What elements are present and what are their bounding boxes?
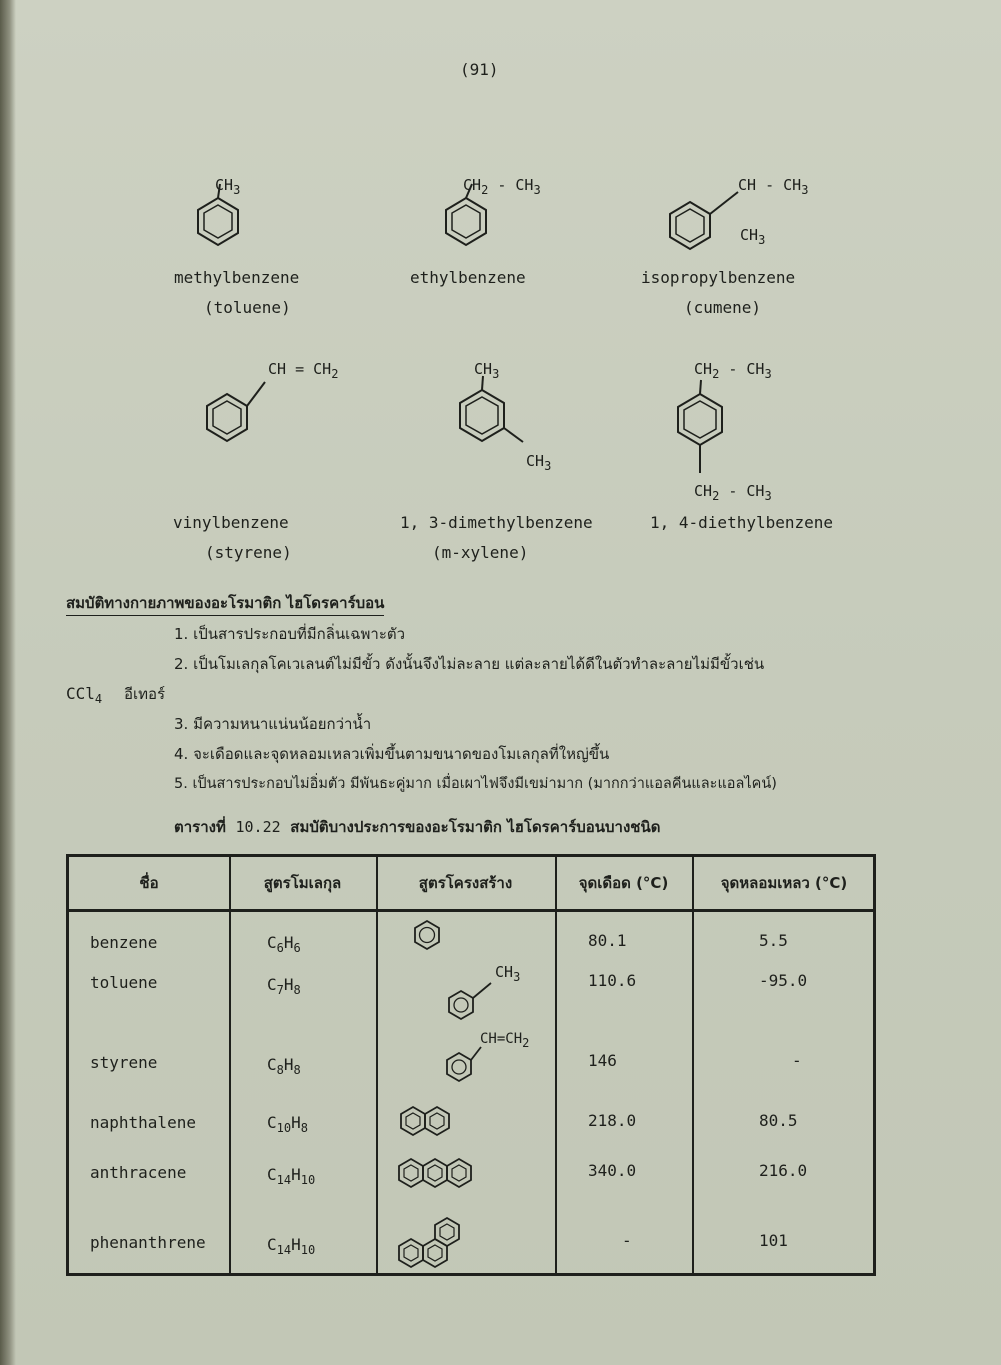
compound-name: vinylbenzene — [173, 513, 289, 532]
row-boiling-point: 146 — [588, 1051, 617, 1070]
row-name: naphthalene — [90, 1113, 196, 1132]
cumene-structure — [660, 180, 750, 260]
properties-table — [66, 854, 876, 1276]
row-formula: $C_8H_8$ — [267, 1055, 301, 1077]
row-melting-point: 216.0 — [759, 1161, 808, 1180]
header-name: ชื่อ — [139, 874, 159, 892]
row-melting-point: - — [792, 1051, 802, 1070]
m-xylene-top-label: $CH_3$ — [474, 360, 500, 381]
header-divider — [69, 909, 873, 912]
ccl4-label: CCl$_4$ — [66, 684, 103, 706]
compound-common-name: (styrene) — [205, 543, 292, 562]
row-formula: $C_{14}H_{10}$ — [267, 1165, 316, 1187]
row-name: anthracene — [90, 1163, 187, 1182]
m-xylene-bottom-label: $CH_3$ — [526, 452, 552, 473]
header-formula: สูตรโมเลกุล — [263, 874, 342, 892]
row-boiling-point: 80.1 — [588, 931, 627, 950]
property-item: 2. เป็นโมเลกุลโคเวเลนต์ไม่มีขั้ว ดังนั้นจึงไม่ละลาย แต่ละลายได้ดีในตัวทำละลายไม่มีขั้วเช่น — [174, 655, 765, 673]
naphthalene-icon — [397, 1103, 457, 1139]
cumene-bottom-label: $CH_3$ — [740, 226, 766, 247]
column-divider — [229, 857, 231, 1273]
styrene-substituent: CH = $CH_2$ — [268, 360, 339, 381]
compound-name: 1, 4-diethylbenzene — [650, 513, 834, 532]
property-item: อีเทอร์ — [124, 685, 166, 703]
row-boiling-point: - — [622, 1231, 632, 1250]
row-name: phenanthrene — [90, 1233, 206, 1252]
styrene-table-label: $CH=CH_2$ — [480, 1031, 530, 1050]
column-divider — [692, 857, 694, 1273]
section-heading: สมบัติทางกายภาพของอะโรมาติก ไฮโดรคาร์บอน — [66, 591, 384, 616]
anthracene-icon — [395, 1155, 485, 1191]
compound-name: 1, 3-dimethylbenzene — [400, 513, 593, 532]
m-xylene-structure — [445, 370, 545, 460]
row-melting-point: 5.5 — [759, 931, 788, 950]
caption-text: สมบัติบางประการของอะโรมาติก ไฮโดรคาร์บอนบางชนิด — [290, 818, 661, 836]
row-formula: $C_{14}H_{10}$ — [267, 1235, 316, 1257]
row-name: toluene — [90, 973, 158, 992]
row-melting-point: -95.0 — [759, 971, 808, 990]
header-structure: สูตรโครงสร้าง — [418, 874, 513, 892]
caption-prefix: ตารางที่ — [174, 818, 226, 836]
row-name: benzene — [90, 933, 158, 952]
property-item: 5. เป็นสารประกอบไม่อิ่มตัว มีพันธะคู่มาก เมื่อเผาไฟจึงมีเขม่ามาก (มากกว่าแอลคีนและแอลไคน์) — [174, 776, 777, 792]
toluene-substituent: $CH_3$ — [215, 176, 241, 197]
compound-common-name: (toluene) — [204, 298, 291, 317]
diethylbenzene-bottom-label: $CH_2 - CH_3$ — [694, 482, 772, 503]
diethylbenzene-top-label: $CH_2 - CH_3$ — [694, 360, 772, 381]
compound-common-name: (cumene) — [684, 298, 762, 317]
ethylbenzene-substituent: $CH_2 - CH_3$ — [463, 176, 541, 197]
row-boiling-point: 340.0 — [588, 1161, 637, 1180]
column-divider — [555, 857, 557, 1273]
styrene-structure — [195, 370, 275, 450]
row-formula: $C_7H_8$ — [267, 975, 301, 997]
phenanthrene-icon — [395, 1211, 475, 1271]
toluene-table-label: $CH_3$ — [495, 963, 521, 984]
caption-number: 10.22 — [235, 818, 281, 836]
cumene-top-label: CH - $CH_3$ — [738, 176, 809, 197]
compound-name: ethylbenzene — [410, 268, 526, 287]
property-item: 1. เป็นสารประกอบที่มีกลิ่นเฉพาะตัว — [174, 625, 406, 643]
header-melting-point: จุดหลอมเหลว (°C) — [720, 874, 848, 892]
row-name: styrene — [90, 1053, 158, 1072]
column-divider — [376, 857, 378, 1273]
property-item: 4. จะเดือดและจุดหลอมเหลวเพิ่มขึ้นตามขนาดของโมเลกุลที่ใหญ่ขึ้น — [174, 745, 610, 763]
compound-name: methylbenzene — [174, 268, 300, 287]
row-boiling-point: 110.6 — [588, 971, 637, 990]
row-melting-point: 80.5 — [759, 1111, 798, 1130]
header-boiling-point: จุดเดือด (°C) — [578, 874, 669, 892]
page-number: (91) — [460, 60, 499, 79]
diethylbenzene-structure — [668, 370, 748, 480]
row-formula: $C_{10}H_8$ — [267, 1113, 308, 1135]
benzene-icon — [409, 917, 449, 953]
row-formula: $C_6H_6$ — [267, 933, 301, 955]
property-item: 3. มีความหนาแน่นน้อยกว่าน้ำ — [174, 715, 372, 733]
row-melting-point: 101 — [759, 1231, 788, 1250]
table-caption — [174, 815, 661, 839]
row-boiling-point: 218.0 — [588, 1111, 637, 1130]
compound-name: isopropylbenzene — [641, 268, 796, 287]
page-binding-shadow — [0, 0, 16, 1365]
compound-common-name: (m-xylene) — [432, 543, 529, 562]
